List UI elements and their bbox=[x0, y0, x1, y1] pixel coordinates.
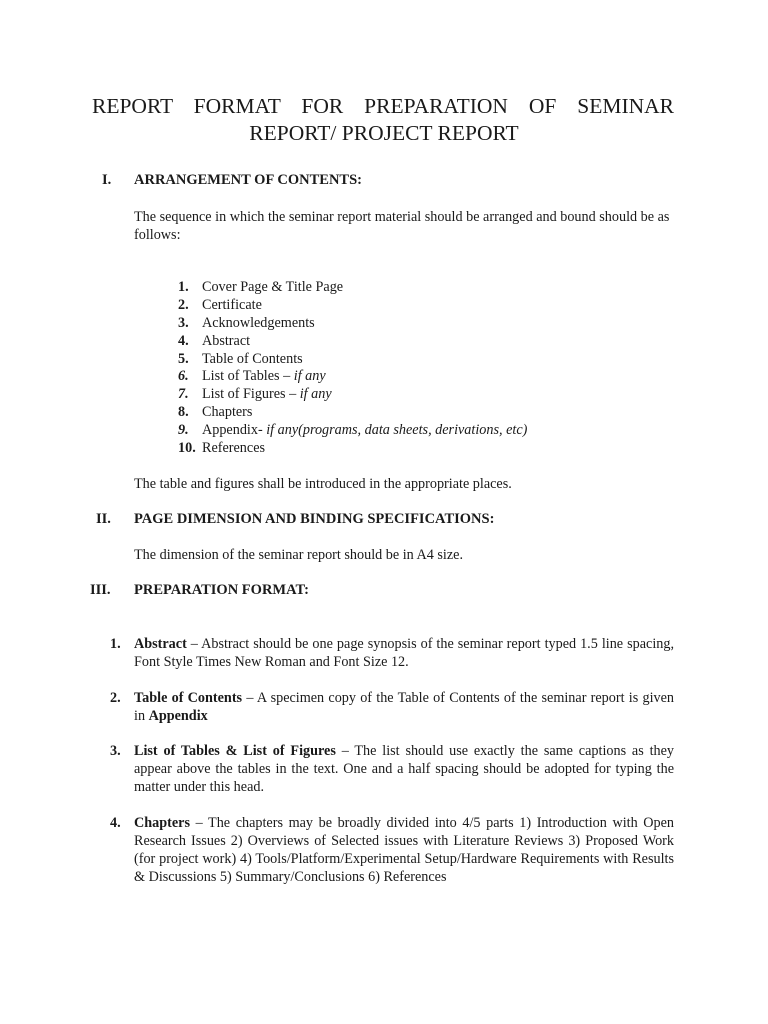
format-item-body bbox=[134, 743, 674, 797]
list-item bbox=[178, 386, 527, 404]
list-item bbox=[178, 351, 527, 369]
list-item-number: 3. bbox=[178, 314, 189, 331]
list-item-note: if any(programs, data sheets, derivations, etc) bbox=[266, 422, 528, 439]
list-item-number: 1. bbox=[178, 279, 189, 295]
contents-list bbox=[178, 279, 527, 458]
list-item-label: Certificate bbox=[202, 296, 262, 313]
list-item bbox=[178, 368, 527, 386]
section-heading: ARRANGEMENT OF CONTENTS: bbox=[134, 172, 362, 188]
list-item-label: References bbox=[202, 440, 266, 457]
list-item-label: Chapters bbox=[202, 404, 253, 421]
list-item bbox=[178, 422, 527, 440]
section-heading: PREPARATION FORMAT: bbox=[134, 582, 309, 598]
list-item-label: Cover Page & Title Page bbox=[202, 279, 344, 295]
format-item-separator: – bbox=[335, 743, 355, 759]
list-item-note: if any bbox=[299, 386, 332, 403]
page-dimension-text: The dimension of the seminar report should be in A4 size. bbox=[134, 547, 463, 563]
list-item-label: List of Tables – bbox=[202, 368, 294, 385]
section-number: I. bbox=[102, 172, 112, 188]
list-item-note: if any bbox=[293, 368, 326, 385]
format-item-text: The chapters may be broadly divided into 4/5 parts 1) Introduction with Open Research Issues 2) Overviews of Selected issues with Literature Reviews 3) Proposed Work (for project work) 4) Tools/Platform/Experimental Setup/Hardware Requirements with Results & Discussions 5) Summary/Conclusions 6) References bbox=[134, 815, 675, 885]
section-heading: PAGE DIMENSION AND BINDING SPECIFICATIONS: bbox=[134, 511, 495, 527]
format-item-text: Abstract should be one page synopsis of the seminar report typed 1.5 line spacing, Font Style Times New Roman and Font Size 12. bbox=[134, 636, 674, 670]
format-item-number: 3. bbox=[110, 743, 121, 759]
list-item-label: Abstract bbox=[202, 332, 251, 349]
format-item-number: 4. bbox=[110, 815, 121, 831]
list-item-label: Appendix- bbox=[202, 422, 267, 439]
format-item-term: Abstract bbox=[134, 636, 187, 652]
section-number: II. bbox=[96, 511, 111, 527]
list-item bbox=[178, 440, 527, 458]
list-item bbox=[178, 333, 527, 351]
list-item bbox=[178, 279, 527, 297]
list-item bbox=[178, 315, 527, 333]
list-item-number: 7. bbox=[178, 386, 189, 403]
list-item-label: Acknowledgements bbox=[202, 314, 315, 331]
format-item-number: 1. bbox=[110, 636, 121, 652]
list-item bbox=[178, 297, 527, 315]
list-item-number: 4. bbox=[178, 332, 189, 349]
format-item-term: List of Tables & List of Figures bbox=[134, 743, 336, 759]
format-item-chapters bbox=[110, 815, 674, 887]
format-item-body bbox=[134, 636, 674, 672]
arrangement-closing: The table and figures shall be introduced in the appropriate places. bbox=[134, 476, 512, 492]
list-item bbox=[178, 404, 527, 422]
section-number: III. bbox=[90, 582, 111, 598]
format-item-number: 2. bbox=[110, 690, 121, 706]
format-item-separator: – bbox=[242, 690, 257, 706]
format-item-separator: – bbox=[189, 815, 209, 831]
list-item-label: Table of Contents bbox=[202, 350, 303, 367]
format-item-body bbox=[134, 815, 674, 887]
list-item-number: 10. bbox=[178, 440, 196, 457]
list-item-number: 6. bbox=[178, 368, 189, 385]
format-item-abstract bbox=[110, 636, 674, 672]
page-title-line-2: REPORT/ PROJECT REPORT bbox=[249, 121, 519, 145]
format-item-body bbox=[134, 690, 674, 726]
format-item-term: Table of Contents bbox=[134, 690, 243, 706]
list-item-label: List of Figures – bbox=[202, 386, 300, 403]
format-item-term: Chapters bbox=[134, 815, 190, 831]
format-item-separator: – bbox=[186, 636, 202, 652]
list-item-number: 9. bbox=[178, 422, 189, 439]
format-item-table-of-contents bbox=[110, 690, 674, 726]
format-item-text: A specimen copy of the Table of Contents of the seminar report is given in bbox=[134, 690, 674, 724]
format-item-tail: Appendix bbox=[148, 707, 208, 724]
list-item-number: 5. bbox=[178, 350, 189, 367]
list-item-number: 8. bbox=[178, 404, 189, 421]
format-item-list-of-tables bbox=[110, 743, 674, 797]
format-item-text: The list should use exactly the same captions as they appear above the tables in the text. One and a half spacing should be adopted for typing the matter under this head. bbox=[134, 743, 675, 795]
page-title-line-1: REPORT FORMAT FOR PREPARATION OF SEMINAR bbox=[92, 94, 674, 118]
arrangement-intro: The sequence in which the seminar report material should be arranged and bound should be as follows: bbox=[134, 209, 670, 243]
list-item-number: 2. bbox=[178, 296, 189, 313]
